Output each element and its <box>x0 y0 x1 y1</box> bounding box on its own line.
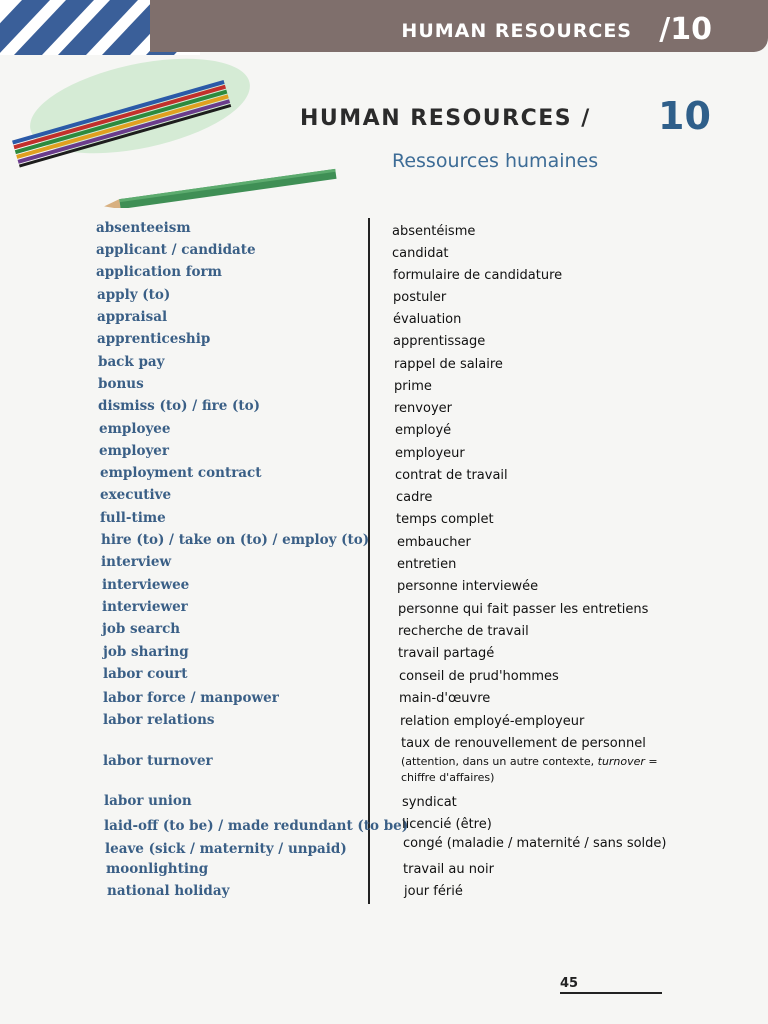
term-en: job sharing <box>103 644 189 660</box>
term-fr: travail au noir <box>403 862 494 877</box>
term-fr: licencié (être) <box>402 817 492 832</box>
term-fr: recherche de travail <box>398 624 529 639</box>
term-fr: évaluation <box>393 312 462 327</box>
term-en: appraisal <box>97 309 168 325</box>
term-en: labor turnover <box>103 753 213 769</box>
header-band <box>150 0 768 52</box>
term-en: applicant / candidate <box>96 242 256 258</box>
page-title: HUMAN RESOURCES / <box>300 106 591 131</box>
page-number-rule <box>560 992 662 994</box>
term-fr: travail partagé <box>398 646 495 661</box>
term-en: hire (to) / take on (to) / employ (to) <box>101 532 370 548</box>
term-fr: absentéisme <box>392 224 476 239</box>
term-en: labor relations <box>103 712 215 728</box>
term-en: back pay <box>98 354 165 370</box>
term-en: interview <box>101 554 172 570</box>
term-en: national holiday <box>107 883 230 899</box>
term-fr: main-d'œuvre <box>399 691 491 706</box>
term-en: full-time <box>100 510 166 526</box>
term-fr: relation employé-employeur <box>400 714 585 729</box>
term-fr: postuler <box>393 290 447 305</box>
term-fr: candidat <box>392 246 449 261</box>
term-en: apprenticeship <box>97 331 211 347</box>
term-en: employer <box>99 443 169 459</box>
term-en: executive <box>100 487 172 503</box>
term-fr: jour férié <box>404 884 463 899</box>
page-number: 45 <box>560 976 579 991</box>
term-fr: conseil de prud'hommes <box>399 669 559 684</box>
term-en: bonus <box>98 376 144 392</box>
term-note: (attention, dans un autre contexte, turnover = chiffre d'affaires) <box>401 755 658 784</box>
term-fr: renvoyer <box>394 401 452 416</box>
term-en: interviewer <box>102 599 188 615</box>
term-en: absenteeism <box>96 220 191 236</box>
term-fr: formulaire de candidature <box>393 268 563 283</box>
term-fr: rappel de salaire <box>394 357 503 372</box>
term-en: employment contract <box>100 465 262 481</box>
header-title: HUMAN RESOURCES <box>401 20 632 42</box>
term-fr: cadre <box>396 490 433 505</box>
term-fr: apprentissage <box>393 334 486 349</box>
page-subtitle: Ressources humaines <box>392 150 599 172</box>
term-en: job search <box>102 621 181 637</box>
term-fr: temps complet <box>396 512 494 527</box>
term-en: interviewee <box>102 577 190 593</box>
term-en: leave (sick / maternity / unpaid) <box>105 841 347 857</box>
term-fr: personne qui fait passer les entretiens <box>398 602 649 617</box>
column-divider <box>368 218 370 904</box>
chapter-number: 10 <box>658 94 711 138</box>
term-en: dismiss (to) / fire (to) <box>98 398 261 414</box>
term-en: employee <box>99 421 171 437</box>
term-en: labor force / manpower <box>103 690 279 706</box>
term-fr: entretien <box>397 557 457 572</box>
term-fr: embaucher <box>397 535 471 550</box>
term-fr: employeur <box>395 446 465 461</box>
term-fr: prime <box>394 379 432 394</box>
term-en: moonlighting <box>106 861 209 877</box>
header-chapter-number: /10 <box>659 12 712 47</box>
term-fr: taux de renouvellement de personnel <box>401 736 646 751</box>
term-en: laid-off (to be) / made redundant (to be) <box>104 818 409 834</box>
term-en: labor court <box>103 666 188 682</box>
term-fr: contrat de travail <box>395 468 508 483</box>
pencils-illustration <box>0 58 350 208</box>
term-fr: personne interviewée <box>397 579 539 594</box>
term-fr: congé (maladie / maternité / sans solde) <box>403 836 667 851</box>
term-en: application form <box>96 264 222 280</box>
term-en: labor union <box>104 793 192 809</box>
term-fr: employé <box>395 423 452 438</box>
term-fr: syndicat <box>402 795 457 810</box>
term-en: apply (to) <box>97 287 171 303</box>
